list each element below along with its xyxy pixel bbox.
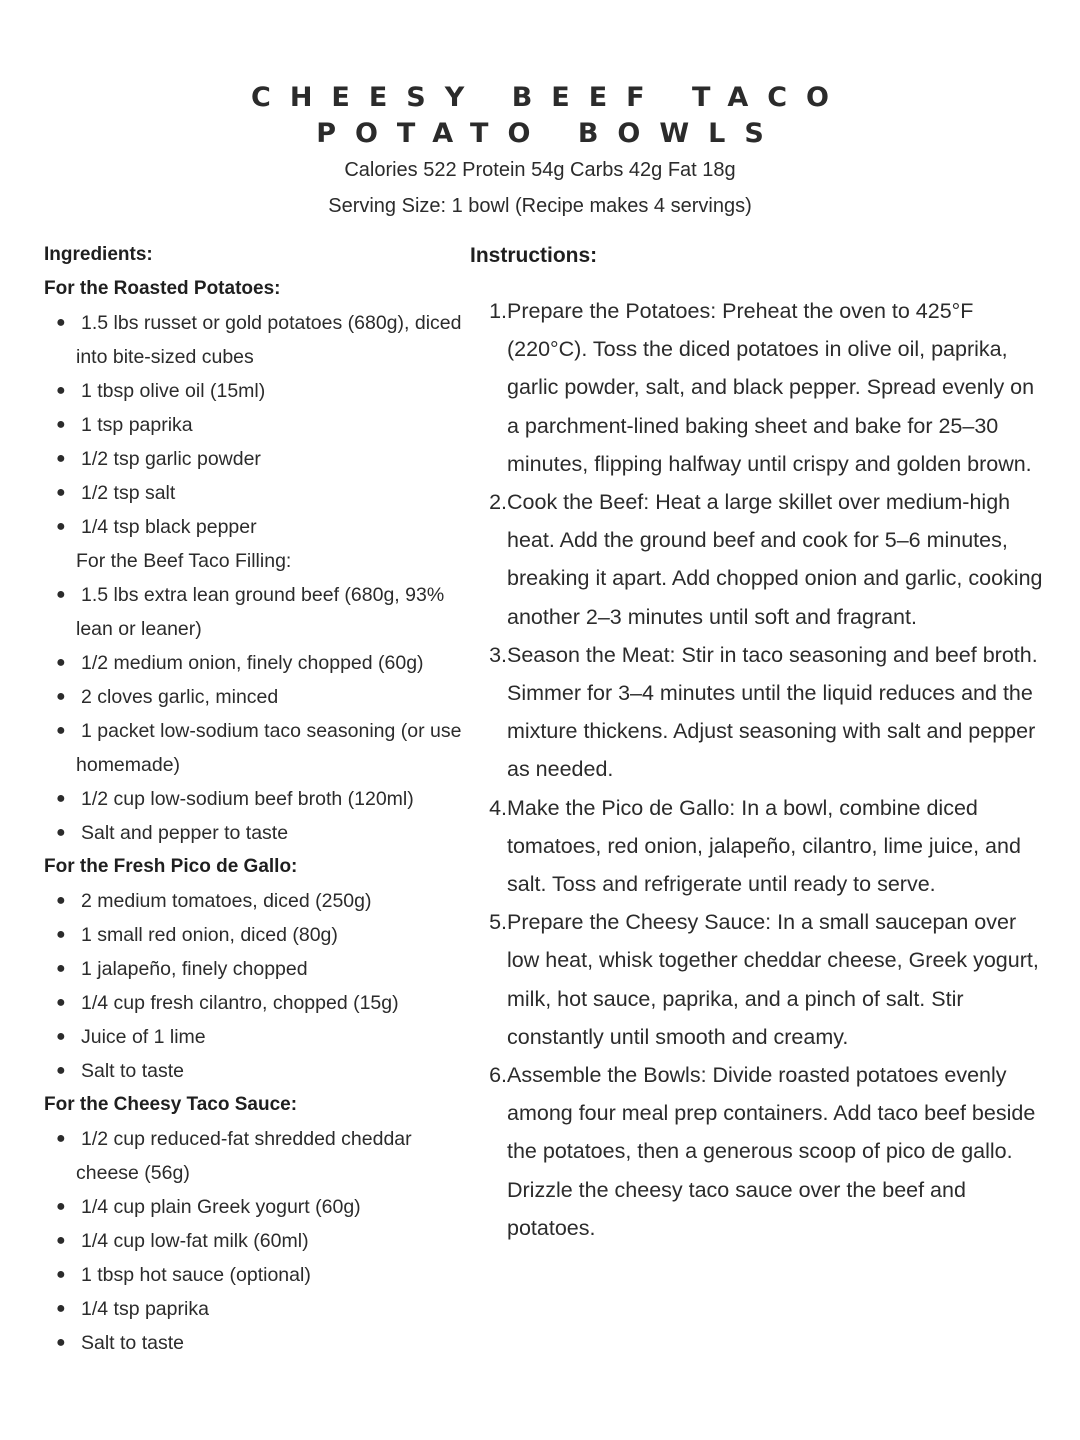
- beef-list: [44, 578, 474, 850]
- instruction-step: [470, 636, 1050, 789]
- instruction-step: [470, 903, 1050, 1056]
- pico-heading: For the Fresh Pico de Gallo:: [44, 856, 298, 877]
- ingredients-column: [44, 238, 474, 1360]
- step-text: Cook the Beef: Heat a large skillet over medium-high heat. Add the ground beef and cook for 5–6 minutes, breaking it apart. Add chopped onion and garlic, cooking another 2–3 minutes until soft and fragrant.: [507, 490, 1043, 629]
- list-item: ● Salt to taste: [56, 1332, 184, 1354]
- instructions-heading: Instructions:: [470, 244, 598, 267]
- step-number: 3.: [489, 642, 507, 667]
- beef-heading: For the Beef Taco Filling:: [76, 550, 292, 572]
- sauce-list: [44, 1122, 474, 1360]
- list-item: ● 1/2 cup reduced-fat shredded cheddar cheese (56g): [56, 1128, 412, 1184]
- step-number: 6.: [489, 1063, 507, 1088]
- list-item: ● 1/2 cup low-sodium beef broth (120ml): [56, 788, 414, 810]
- list-item: ● 1 small red onion, diced (80g): [56, 924, 338, 946]
- potatoes-list: [44, 306, 474, 544]
- recipe-title-line-2: POTATO BOWLS: [316, 118, 783, 149]
- list-item: ● 1/4 cup fresh cilantro, chopped (15g): [56, 992, 399, 1014]
- step-text: Assemble the Bowls: Divide roasted potatoes evenly among four meal prep containers. Add taco beef beside the potatoes, then a generous scoop of pico de gallo. Drizzle the cheesy taco sauce over the beef and potatoes.: [507, 1063, 1036, 1240]
- potatoes-heading: For the Roasted Potatoes:: [44, 278, 281, 299]
- list-item: ● 1.5 lbs extra lean ground beef (680g, 93% lean or leaner): [56, 584, 445, 640]
- sauce-heading: For the Cheesy Taco Sauce:: [44, 1094, 298, 1115]
- list-item: ● 1 packet low-sodium taco seasoning (or use homemade): [56, 720, 462, 776]
- instruction-step: [470, 789, 1050, 904]
- step-number: 2.: [489, 490, 507, 515]
- list-item: ● 1/2 tsp garlic powder: [56, 448, 261, 470]
- list-item: ● Salt to taste: [56, 1060, 184, 1082]
- list-item: ● Juice of 1 lime: [56, 1026, 206, 1048]
- step-text: Make the Pico de Gallo: In a bowl, combine diced tomatoes, red onion, jalapeño, cilantro, lime juice, and salt. Toss and refrigerate until ready to serve.: [507, 795, 1021, 897]
- nutrition-info: Calories 522 Protein 54g Carbs 42g Fat 18g: [344, 159, 736, 181]
- list-item: ● 1/4 tsp black pepper: [56, 516, 257, 538]
- list-item: ● 1/2 tsp salt: [56, 482, 176, 504]
- recipe-title-line-1: CHEESY BEEF TACO: [251, 82, 848, 113]
- step-number: 1.: [489, 299, 507, 323]
- instruction-step: [470, 292, 1050, 483]
- step-number: 5.: [489, 910, 507, 935]
- step-text: Season the Meat: Stir in taco seasoning and beef broth. Simmer for 3–4 minutes until the liquid reduces and the mixture thickens. Adjust seasoning with salt and pepper as needed.: [507, 642, 1038, 782]
- instructions-list: [470, 292, 1050, 1247]
- list-item: ● 1 tbsp olive oil (15ml): [56, 380, 266, 402]
- list-item: ● Salt and pepper to taste: [56, 822, 289, 844]
- list-item: ● 1/4 tsp paprika: [56, 1298, 209, 1320]
- list-item: ● 1/4 cup low-fat milk (60ml): [56, 1230, 309, 1252]
- serving-size: Serving Size: 1 bowl (Recipe makes 4 servings): [328, 195, 752, 217]
- list-item: ● 2 cloves garlic, minced: [56, 686, 279, 708]
- step-text: Prepare the Cheesy Sauce: In a small saucepan over low heat, whisk together cheddar cheese, Greek yogurt, milk, hot sauce, paprika, and a pinch of salt. Stir constantly until smooth and creamy.: [507, 910, 1039, 1049]
- list-item: ● 1.5 lbs russet or gold potatoes (680g), diced into bite-sized cubes: [56, 312, 462, 368]
- list-item: ● 1 tsp paprika: [56, 414, 193, 436]
- list-item: ● 1 tbsp hot sauce (optional): [56, 1264, 311, 1286]
- pico-list: [44, 884, 474, 1088]
- list-item: ● 1/2 medium onion, finely chopped (60g): [56, 652, 424, 674]
- instruction-step: [470, 483, 1050, 636]
- list-item: ● 1 jalapeño, finely chopped: [56, 958, 308, 980]
- step-number: 4.: [489, 795, 507, 820]
- list-item: ● 1/4 cup plain Greek yogurt (60g): [56, 1196, 361, 1218]
- ingredients-heading: Ingredients:: [44, 244, 153, 265]
- list-item: ● 2 medium tomatoes, diced (250g): [56, 890, 372, 912]
- instructions-column: [470, 238, 1050, 1247]
- recipe-header: [0, 80, 1080, 224]
- step-text: Prepare the Potatoes: Preheat the oven to 425°F (220°C). Toss the diced potatoes in olive oil, paprika, garlic powder, salt, and black pepper. Spread evenly on a parchment-lined baking sheet and bake for 25–30 minutes, flipping halfway until crispy and golden brown.: [507, 299, 1035, 476]
- instruction-step: [470, 1056, 1050, 1247]
